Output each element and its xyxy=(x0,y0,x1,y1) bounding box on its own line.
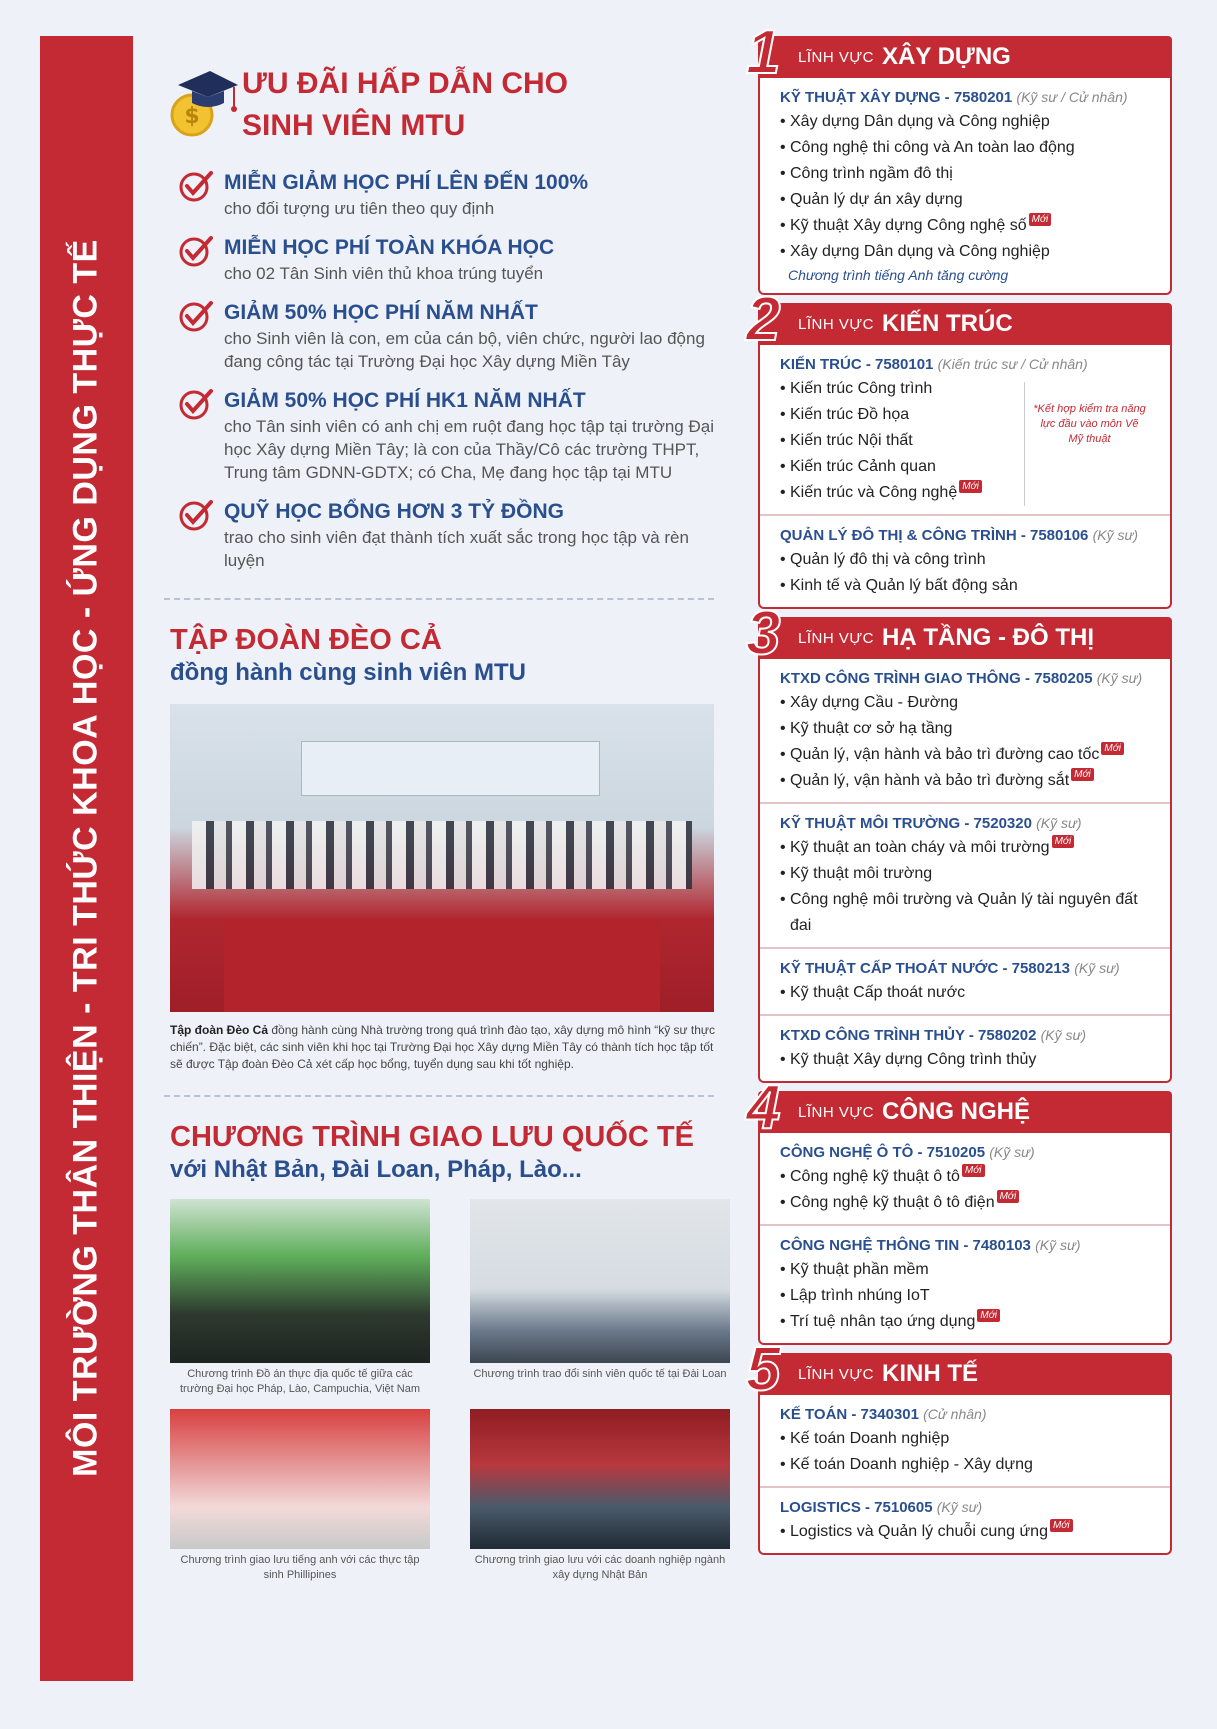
program-name: CÔNG NGHỆ THÔNG TIN - 7480103 xyxy=(780,1237,1031,1254)
major-name: Công nghệ kỹ thuật ô tô xyxy=(790,1168,960,1185)
major-list xyxy=(780,547,1152,599)
program-name: KIẾN TRÚC - 7580101 xyxy=(780,356,934,373)
new-badge: Mới xyxy=(1101,742,1124,755)
checkmark-icon xyxy=(178,234,214,268)
major-name: Kỹ thuật an toàn cháy và môi trường xyxy=(790,839,1050,856)
field-number: 1 xyxy=(746,18,781,87)
major-name: Kỹ thuật Xây dựng Công trình thủy xyxy=(790,1051,1037,1068)
graduation-cap-coin-icon xyxy=(170,63,240,143)
field-name: KIẾN TRÚC xyxy=(882,310,1013,337)
major-name: Công nghệ kỹ thuật ô tô điện xyxy=(790,1194,995,1211)
major-name: Kế toán Doanh nghiệp xyxy=(790,1430,950,1447)
major-name: Kỹ thuật môi trường xyxy=(790,865,933,882)
program-degree: (Kỹ sư) xyxy=(1035,1237,1081,1253)
field-section xyxy=(746,1073,1172,1345)
field-label: LĨNH VỰC xyxy=(798,48,874,66)
exchange-photo-3-caption: Chương trình giao lưu tiếng anh với các thực tập sinh Phillipines xyxy=(180,1554,420,1581)
field-section xyxy=(746,285,1172,609)
exchange-photos-row1 xyxy=(170,1199,730,1397)
program-side-note: *Kết hợp kiểm tra năng lực đầu vào môn Vẽ Mỹ thuật xyxy=(1024,382,1152,506)
exchange-photo-2-image xyxy=(470,1199,730,1363)
exchange-photo-4-caption: Chương trình giao lưu với các doanh nghiệp ngành xây dựng Nhật Bản xyxy=(474,1554,726,1581)
benefit-title: QUỸ HỌC BỔNG HƠN 3 TỶ ĐỒNG xyxy=(224,500,564,523)
program-title xyxy=(780,1024,1152,1047)
major-list xyxy=(780,690,1152,794)
major-name: Lập trình nhúng IoT xyxy=(790,1287,930,1304)
benefit-title: MIỄN HỌC PHÍ TOÀN KHÓA HỌC xyxy=(224,236,555,259)
program-title xyxy=(780,524,1152,547)
major-item xyxy=(780,1283,1152,1309)
major-name: Công nghệ môi trường và Quản lý tài nguyên đất đai xyxy=(790,891,1138,934)
major-name: Kỹ thuật Xây dựng Công nghệ số xyxy=(790,217,1027,234)
new-badge: Mới xyxy=(1071,768,1094,781)
major-item xyxy=(780,454,1024,480)
program-degree: (Kỹ sư) xyxy=(1036,815,1082,831)
major-item xyxy=(780,887,1152,939)
program-block xyxy=(760,1395,1170,1486)
deoca-photo xyxy=(170,704,714,1012)
benefit-description: cho Sinh viên là con, em của cán bộ, viên chức, người lao động đang công tác tại Trường Đại học Xây dựng Miền Tây xyxy=(224,329,705,371)
program-block xyxy=(760,1224,1170,1343)
major-name: Công nghệ thi công và An toàn lao động xyxy=(790,139,1075,156)
field-section xyxy=(746,18,1172,295)
program-degree: (Kỹ sư) xyxy=(1040,1027,1087,1043)
program-degree: (Kỹ sư) xyxy=(1096,670,1143,686)
field-body xyxy=(758,1133,1172,1345)
major-list xyxy=(780,980,1152,1006)
program-block xyxy=(760,802,1170,947)
field-number: 4 xyxy=(746,1073,781,1142)
exchange-photo-3-image xyxy=(170,1409,430,1549)
major-list xyxy=(780,1426,1152,1478)
exchange-photo-2-caption: Chương trình trao đổi sinh viên quốc tế tại Đài Loan xyxy=(473,1368,727,1380)
major-name: Xây dựng Dân dụng và Công nghiệp xyxy=(790,243,1050,260)
program-degree: (Kỹ sư) xyxy=(1092,527,1138,543)
program-degree: (Kỹ sư) xyxy=(1074,960,1120,976)
major-item xyxy=(780,428,1024,454)
program-title xyxy=(780,957,1152,980)
benefit-title: GIẢM 50% HỌC PHÍ NĂM NHẤT xyxy=(224,301,538,324)
major-name: Quản lý, vận hành và bảo trì đường sắt xyxy=(790,772,1070,789)
major-item xyxy=(780,1257,1152,1283)
deoca-caption-bold: Tập đoàn Đèo Cả xyxy=(170,1023,269,1037)
major-name: Kỹ thuật Cấp thoát nước xyxy=(790,984,966,1001)
program-note: Chương trình tiếng Anh tăng cường xyxy=(788,267,1009,283)
major-item xyxy=(780,480,1024,506)
field-label: LĨNH VỰC xyxy=(798,1103,874,1121)
field-name: KINH TẾ xyxy=(882,1360,978,1387)
field-header xyxy=(746,285,1172,354)
new-badge: Mới xyxy=(962,1164,985,1177)
divider xyxy=(164,598,714,600)
program-name: KTXD CÔNG TRÌNH THỦY - 7580202 xyxy=(780,1027,1037,1044)
major-name: Quản lý dự án xây dựng xyxy=(790,191,963,208)
program-block xyxy=(760,947,1170,1014)
major-item xyxy=(780,768,1152,794)
new-badge: Mới xyxy=(959,480,982,493)
major-item xyxy=(780,1190,1152,1216)
benefit-description: cho Tân sinh viên có anh chị em ruột đang học tập tại trường Đại học Xây dựng Miền Tây; là con của Thầy/Cô các trường THPT, Trung tâm GDNN-GDTX; có Cha, Mẹ đang học tập tại MTU xyxy=(224,417,714,482)
new-badge: Mới xyxy=(997,1190,1020,1203)
program-block xyxy=(760,345,1170,514)
major-item xyxy=(780,861,1152,887)
checkmark-icon xyxy=(178,498,214,532)
field-number: 2 xyxy=(746,285,781,354)
benefit-description: trao cho sinh viên đạt thành tích xuất sắc trong học tập và rèn luyện xyxy=(224,528,689,570)
major-name: Công trình ngầm đô thị xyxy=(790,165,953,182)
deoca-caption xyxy=(170,1022,716,1073)
program-block xyxy=(760,1133,1170,1224)
program-name: KỸ THUẬT CẤP THOÁT NƯỚC - 7580213 xyxy=(780,960,1071,977)
field-section xyxy=(746,599,1172,1083)
field-label: LĨNH VỰC xyxy=(798,1365,874,1383)
major-name: Xây dựng Cầu - Đường xyxy=(790,694,958,711)
program-title xyxy=(780,86,1152,109)
svg-text:$: $ xyxy=(184,104,200,129)
major-item xyxy=(780,716,1152,742)
major-item xyxy=(780,402,1024,428)
major-list xyxy=(780,1519,1152,1545)
field-header xyxy=(746,1335,1172,1404)
major-list xyxy=(780,109,1152,265)
benefit-description: cho 02 Tân Sinh viên thủ khoa trúng tuyển xyxy=(224,264,544,283)
field-body xyxy=(758,659,1172,1083)
major-item xyxy=(780,1426,1152,1452)
field-name: HẠ TẦNG - ĐÔ THỊ xyxy=(882,624,1094,651)
major-list xyxy=(780,835,1152,939)
major-name: Kinh tế và Quản lý bất động sản xyxy=(790,577,1018,594)
field-section xyxy=(746,1335,1172,1555)
field-header xyxy=(746,1073,1172,1142)
program-name: KỸ THUẬT XÂY DỰNG - 7580201 xyxy=(780,89,1013,106)
exchange-subtitle: với Nhật Bản, Đài Loan, Pháp, Lào... xyxy=(170,1156,582,1183)
benefit-description: cho đối tượng ưu tiên theo quy định xyxy=(224,199,495,218)
major-name: Kế toán Doanh nghiệp - Xây dựng xyxy=(790,1456,1033,1473)
exchange-photo-4-image xyxy=(470,1409,730,1549)
major-item xyxy=(780,376,1024,402)
major-item xyxy=(780,1164,1152,1190)
exchange-photo-2 xyxy=(470,1199,730,1397)
field-header xyxy=(746,599,1172,668)
program-content xyxy=(780,376,1152,506)
major-name: Quản lý, vận hành và bảo trì đường cao tốc xyxy=(790,746,1100,763)
major-name: Kiến trúc Nội thất xyxy=(790,432,913,449)
hero-title-line2: SINH VIÊN MTU xyxy=(242,109,466,142)
hero-title xyxy=(242,63,568,147)
field-number: 3 xyxy=(746,599,781,668)
divider xyxy=(164,1095,714,1097)
major-name: Kiến trúc Cảnh quan xyxy=(790,458,936,475)
checkmark-icon xyxy=(178,387,214,421)
major-item xyxy=(780,135,1152,161)
program-degree: (Kỹ sư / Cử nhân) xyxy=(1016,89,1128,105)
field-header xyxy=(746,18,1172,87)
major-item xyxy=(780,161,1152,187)
program-title xyxy=(780,1234,1152,1257)
program-name: CÔNG NGHỆ Ô TÔ - 7510205 xyxy=(780,1144,986,1161)
major-item xyxy=(780,1519,1152,1545)
major-item xyxy=(780,1047,1152,1073)
major-item xyxy=(780,573,1152,599)
program-block xyxy=(760,78,1170,293)
major-list xyxy=(780,1257,1152,1335)
hero-title-line1: ƯU ĐÃI HẤP DẪN CHO xyxy=(242,67,569,100)
program-degree: (Kỹ sư) xyxy=(936,1499,983,1515)
hero xyxy=(170,55,730,155)
program-block xyxy=(760,1486,1170,1553)
new-badge: Mới xyxy=(977,1309,1000,1322)
major-name: Kiến trúc Công trình xyxy=(790,380,933,397)
benefit-item xyxy=(170,299,730,373)
exchange-photos-row2 xyxy=(170,1409,730,1583)
major-item xyxy=(780,835,1152,861)
deoca-caption-text: đồng hành cùng Nhà trường trong quá trình đào tạo, xây dựng mô hình “kỹ sư thực chiến”. Đặc biệt, các sinh viên khi học tại Trường Đại học Xây dựng Miền Tây có thành tích học tập tốt sẽ được Tập đoàn Đèo Cả xét cấp học bổng, tuyển dụng sau khi tốt nghiệp. xyxy=(170,1023,715,1071)
benefit-item xyxy=(170,387,730,484)
checkmark-icon xyxy=(178,299,214,333)
deoca-title: TẬP ĐOÀN ĐÈO CẢ xyxy=(170,624,442,656)
program-title xyxy=(780,1403,1152,1426)
exchange-photo-1-caption: Chương trình Đồ án thực địa quốc tế giữa các trường Đại học Pháp, Lào, Campuchia, Việt Nam xyxy=(180,1368,420,1395)
major-item xyxy=(780,1452,1152,1478)
major-list xyxy=(780,376,1024,506)
checkmark-icon xyxy=(178,169,214,203)
program-title xyxy=(780,353,1152,376)
major-item xyxy=(780,109,1152,135)
program-degree: (Kiến trúc sư / Cử nhân) xyxy=(937,356,1088,372)
exchange-photo-1-image xyxy=(170,1199,430,1363)
program-name: LOGISTICS - 7510605 xyxy=(780,1499,933,1516)
exchange-photo-1 xyxy=(170,1199,430,1397)
major-item xyxy=(780,980,1152,1006)
program-block xyxy=(760,659,1170,802)
major-name: Kiến trúc Đồ họa xyxy=(790,406,910,423)
major-list xyxy=(780,1047,1152,1073)
new-badge: Mới xyxy=(1052,835,1075,848)
benefits-list xyxy=(170,169,730,572)
major-name: Kiến trúc và Công nghệ xyxy=(790,484,958,501)
major-name: Quản lý đô thị và công trình xyxy=(790,551,986,568)
major-name: Kỹ thuật cơ sở hạ tầng xyxy=(790,720,953,737)
vertical-banner-text: MÔI TRƯỜNG THÂN THIỆN - TRI THỨC KHOA HỌC - ỨNG DỤNG THỰC TẾ xyxy=(66,239,105,1477)
major-name: Xây dựng Dân dụng và Công nghiệp xyxy=(790,113,1050,130)
field-body xyxy=(758,345,1172,609)
major-item xyxy=(780,690,1152,716)
program-block xyxy=(760,514,1170,607)
exchange-title: CHƯƠNG TRÌNH GIAO LƯU QUỐC TẾ xyxy=(170,1121,694,1153)
program-degree: (Kỹ sư) xyxy=(989,1144,1035,1160)
major-name: Trí tuệ nhân tạo ứng dụng xyxy=(790,1313,976,1330)
new-badge: Mới xyxy=(1050,1519,1073,1532)
field-name: XÂY DỰNG xyxy=(882,43,1011,70)
major-item xyxy=(780,187,1152,213)
major-item xyxy=(780,213,1152,239)
program-title xyxy=(780,812,1152,835)
benefit-title: GIẢM 50% HỌC PHÍ HK1 NĂM NHẤT xyxy=(224,389,586,412)
field-body xyxy=(758,1395,1172,1555)
benefit-item xyxy=(170,169,730,220)
program-title xyxy=(780,667,1152,690)
program-name: KTXD CÔNG TRÌNH GIAO THÔNG - 7580205 xyxy=(780,670,1093,687)
benefit-item xyxy=(170,234,730,285)
benefit-item xyxy=(170,498,730,572)
major-item xyxy=(780,547,1152,573)
program-degree: (Cử nhân) xyxy=(923,1406,987,1422)
program-title xyxy=(780,1141,1152,1164)
major-name: Kỹ thuật phần mềm xyxy=(790,1261,929,1278)
program-name: QUẢN LÝ ĐÔ THỊ & CÔNG TRÌNH - 7580106 xyxy=(780,527,1089,544)
field-label: LĨNH VỰC xyxy=(798,315,874,333)
program-name: KẾ TOÁN - 7340301 xyxy=(780,1406,919,1423)
benefit-title: MIỄN GIẢM HỌC PHÍ LÊN ĐẾN 100% xyxy=(224,171,589,194)
field-label: LĨNH VỰC xyxy=(798,629,874,647)
exchange-photo-3 xyxy=(170,1409,430,1583)
new-badge: Mới xyxy=(1029,213,1052,226)
program-name: KỸ THUẬT MÔI TRƯỜNG - 7520320 xyxy=(780,815,1032,832)
major-item xyxy=(780,1309,1152,1335)
field-body xyxy=(758,78,1172,295)
major-item xyxy=(780,239,1152,265)
major-name: Logistics và Quản lý chuỗi cung ứng xyxy=(790,1523,1048,1540)
major-item xyxy=(780,742,1152,768)
exchange-photo-4 xyxy=(470,1409,730,1583)
left-column xyxy=(170,55,730,1583)
field-number: 5 xyxy=(746,1335,781,1404)
program-title xyxy=(780,1496,1152,1519)
program-block xyxy=(760,1014,1170,1081)
major-list xyxy=(780,1164,1152,1216)
field-name: CÔNG NGHỆ xyxy=(882,1098,1031,1125)
deoca-subtitle: đồng hành cùng sinh viên MTU xyxy=(170,659,526,686)
fields-column xyxy=(746,18,1172,1563)
